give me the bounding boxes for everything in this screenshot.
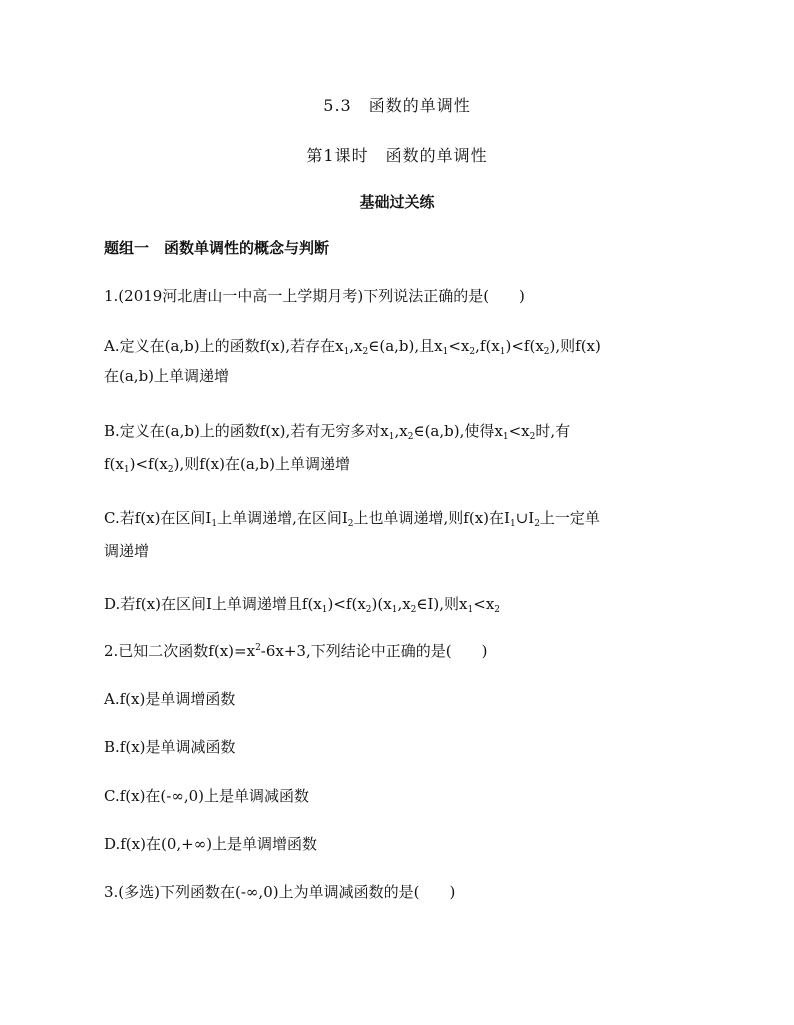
text: B.定义在(a,b)上的函数f(x),若有无穷多对x — [104, 422, 389, 440]
subscript: 1 — [343, 347, 350, 357]
text: ,x — [397, 595, 411, 613]
text: )(x — [371, 595, 392, 613]
text: ,f(x — [475, 337, 500, 355]
question-1-option-c-line2: 调递增 — [104, 542, 150, 560]
subscript: 2 — [410, 605, 417, 615]
text: )<f(x — [505, 337, 544, 355]
question-1-stem: 1.(2019河北唐山一中高一上学期月考)下列说法正确的是( ) — [104, 287, 525, 305]
level-title: 基础过关练 — [359, 193, 435, 211]
text: ∪I — [515, 509, 535, 527]
subscript: 2 — [469, 347, 476, 357]
text: ),则f(x)在(a,b)上单调递增 — [173, 455, 350, 473]
text: C.若f(x)在区间I — [104, 509, 212, 527]
subscript: 2 — [494, 605, 501, 615]
text: A.定义在(a,b)上的函数f(x),若存在x — [104, 337, 344, 355]
question-1-option-a — [104, 336, 601, 356]
text: ∈(a,b),且x — [368, 337, 443, 355]
question-2-option-c: C.f(x)在(-∞,0)上是单调减函数 — [104, 787, 310, 805]
question-1-option-d — [104, 594, 500, 614]
question-1-option-b — [104, 421, 570, 441]
subscript: 2 — [534, 519, 540, 529]
subscript: 2 — [543, 347, 550, 357]
text: <x — [473, 595, 495, 613]
lesson-title: 第1课时 函数的单调性 — [306, 146, 488, 165]
question-1-option-c — [104, 508, 600, 528]
subscript: 1 — [442, 347, 449, 357]
text: 时,有 — [535, 422, 571, 440]
question-3-stem: 3.(多选)下列函数在(-∞,0)上为单调减函数的是( ) — [104, 883, 456, 901]
subscript: 1 — [502, 432, 509, 442]
text: ,x — [349, 337, 363, 355]
subscript: 1 — [467, 605, 474, 615]
subscript: 1 — [321, 605, 328, 615]
text: )<f(x — [327, 595, 366, 613]
section-title: 5.3 函数的单调性 — [323, 96, 471, 115]
group-title: 题组一 函数单调性的概念与判断 — [104, 239, 330, 257]
subscript: 1 — [509, 519, 516, 529]
question-1-option-b-line2 — [104, 454, 350, 474]
subscript: 2 — [529, 432, 536, 442]
text: -6x+3,下列结论中正确的是( ) — [260, 642, 488, 660]
question-1-option-a-line2: 在(a,b)上单调递增 — [104, 367, 230, 385]
subscript: 2 — [347, 519, 354, 529]
text: f(x — [104, 455, 124, 473]
question-2-stem — [104, 641, 487, 661]
text: ,x — [394, 422, 408, 440]
text: <x — [448, 337, 470, 355]
superscript: 2 — [255, 643, 261, 653]
text: 上一定单 — [539, 509, 600, 527]
subscript: 1 — [499, 347, 506, 357]
text: 上也单调递增,则f(x)在I — [353, 509, 510, 527]
question-2-option-a: A.f(x)是单调增函数 — [104, 690, 236, 708]
text: ∈I),则x — [416, 595, 468, 613]
text: )<f(x — [129, 455, 168, 473]
subscript: 2 — [362, 347, 369, 357]
subscript: 1 — [388, 432, 395, 442]
subscript: 2 — [407, 432, 414, 442]
subscript: 1 — [123, 465, 130, 475]
text: ),则f(x) — [549, 337, 601, 355]
subscript: 2 — [365, 605, 372, 615]
subscript: 2 — [167, 465, 174, 475]
question-2-option-d: D.f(x)在(0,+∞)上是单调增函数 — [104, 835, 318, 853]
text: 2.已知二次函数f(x)=x — [104, 642, 256, 660]
text: <x — [508, 422, 530, 440]
subscript: 1 — [211, 519, 218, 529]
subscript: 1 — [391, 605, 398, 615]
text: ∈(a,b),使得x — [413, 422, 503, 440]
text: D.若f(x)在区间I上单调递增且f(x — [104, 595, 322, 613]
text: 上单调递增,在区间I — [217, 509, 348, 527]
question-2-option-b: B.f(x)是单调减函数 — [104, 738, 236, 756]
